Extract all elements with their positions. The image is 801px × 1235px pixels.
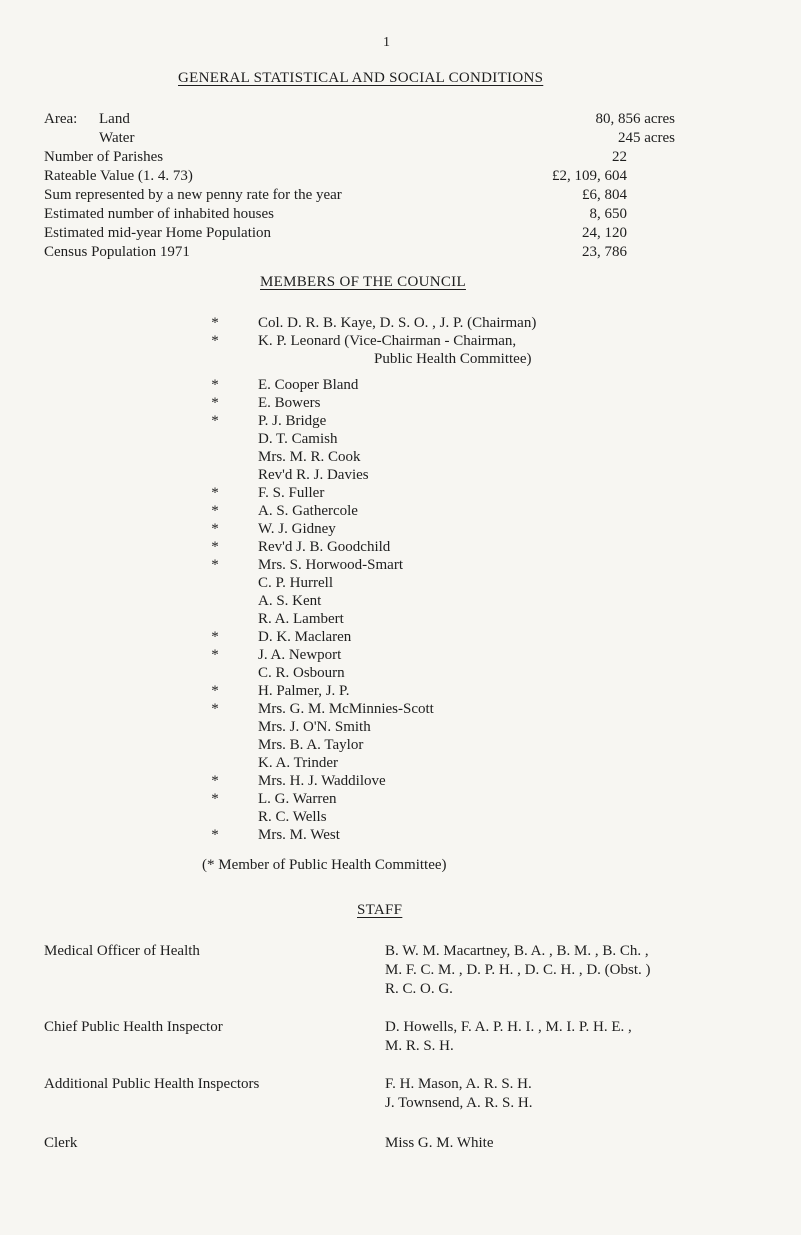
member-name: E. Cooper Bland	[258, 377, 359, 393]
member-star: *	[211, 333, 219, 349]
stat-label: Sum represented by a new penny rate for the year	[44, 187, 342, 203]
member-star: *	[211, 827, 219, 843]
footnote: (* Member of Public Health Committee)	[202, 857, 447, 873]
member-star: *	[211, 521, 219, 537]
member-name: W. J. Gidney	[258, 521, 336, 537]
member-name: Public Health Committee)	[374, 351, 532, 367]
stat-label: Estimated mid-year Home Population	[44, 225, 272, 241]
member-star: *	[211, 647, 219, 663]
member-star: *	[211, 773, 219, 789]
stat-value: 22	[612, 149, 627, 165]
stat-sublabel: Land	[99, 111, 130, 127]
council-heading: MEMBERS OF THE COUNCIL	[260, 274, 466, 290]
member-name: A. S. Kent	[258, 593, 322, 609]
member-name: Mrs. M. West	[258, 827, 340, 843]
member-name: C. P. Hurrell	[258, 575, 333, 591]
member-star: *	[211, 503, 219, 519]
member-star: *	[211, 315, 219, 331]
stat-label: Number of Parishes	[44, 149, 164, 165]
stat-value: £2, 109, 604	[552, 168, 627, 184]
stat-label: Area:	[44, 111, 78, 127]
member-star: *	[211, 683, 219, 699]
member-name: Mrs. G. M. McMinnies-Scott	[258, 701, 434, 717]
page-title: GENERAL STATISTICAL AND SOCIAL CONDITIONS	[178, 70, 544, 86]
stat-sublabel: Water	[99, 130, 135, 146]
staff-line: R. C. O. G.	[385, 981, 453, 997]
member-name: Mrs. S. Horwood-Smart	[258, 557, 403, 573]
member-name: E. Bowers	[258, 395, 321, 411]
stat-value: £6, 804	[582, 187, 627, 203]
stat-label: Census Population 1971	[44, 244, 190, 260]
member-name: Rev'd J. B. Goodchild	[258, 539, 391, 555]
staff-line: Miss G. M. White	[385, 1135, 494, 1151]
member-star: *	[211, 395, 219, 411]
member-name: H. Palmer, J. P.	[258, 683, 350, 699]
member-name: Rev'd R. J. Davies	[258, 467, 369, 483]
staff-line: J. Townsend, A. R. S. H.	[385, 1095, 533, 1111]
stat-label: Estimated number of inhabited houses	[44, 206, 274, 222]
staff-line: F. H. Mason, A. R. S. H.	[385, 1076, 532, 1092]
stat-value: 23, 786	[582, 244, 627, 260]
staff-line: M. F. C. M. , D. P. H. , D. C. H. , D. (Obst. )	[385, 962, 651, 978]
staff-role: Medical Officer of Health	[44, 943, 200, 959]
member-star: *	[211, 701, 219, 717]
staff-role: Clerk	[44, 1135, 78, 1151]
stat-label: Rateable Value (1. 4. 73)	[44, 168, 193, 184]
staff-heading: STAFF	[357, 902, 403, 918]
member-name: Col. D. R. B. Kaye, D. S. O. , J. P. (Chairman)	[258, 315, 537, 331]
member-star: *	[211, 629, 219, 645]
member-name: K. P. Leonard (Vice-Chairman - Chairman,	[258, 333, 517, 349]
member-name: D. T. Camish	[258, 431, 338, 447]
member-star: *	[211, 377, 219, 393]
member-star: *	[211, 413, 219, 429]
member-name: F. S. Fuller	[258, 485, 325, 501]
member-name: A. S. Gathercole	[258, 503, 358, 519]
member-name: R. C. Wells	[258, 809, 327, 825]
member-star: *	[211, 485, 219, 501]
stat-value: 245 acres	[617, 130, 675, 146]
member-star: *	[211, 539, 219, 555]
member-name: J. A. Newport	[258, 647, 342, 663]
member-star: *	[211, 557, 219, 573]
stat-value: 80, 856 acres	[595, 111, 675, 127]
member-name: R. A. Lambert	[258, 611, 344, 627]
member-name: C. R. Osbourn	[258, 665, 345, 681]
stat-value: 24, 120	[582, 225, 627, 241]
staff-line: M. R. S. H.	[385, 1038, 454, 1054]
staff-line: B. W. M. Macartney, B. A. , B. M. , B. Ch. ,	[385, 943, 649, 959]
stat-value: 8, 650	[589, 206, 627, 222]
member-name: L. G. Warren	[258, 791, 337, 807]
staff-role: Additional Public Health Inspectors	[44, 1076, 260, 1092]
member-star: *	[211, 791, 219, 807]
staff-role: Chief Public Health Inspector	[44, 1019, 223, 1035]
staff-line: D. Howells, F. A. P. H. I. , M. I. P. H. E. ,	[385, 1019, 632, 1035]
member-name: D. K. Maclaren	[258, 629, 352, 645]
member-name: Mrs. H. J. Waddilove	[258, 773, 386, 789]
member-name: P. J. Bridge	[258, 413, 327, 429]
member-name: Mrs. M. R. Cook	[258, 449, 361, 465]
member-name: K. A. Trinder	[258, 755, 339, 771]
page-number: 1	[383, 35, 390, 50]
member-name: Mrs. B. A. Taylor	[258, 737, 364, 753]
member-name: Mrs. J. O'N. Smith	[258, 719, 371, 735]
